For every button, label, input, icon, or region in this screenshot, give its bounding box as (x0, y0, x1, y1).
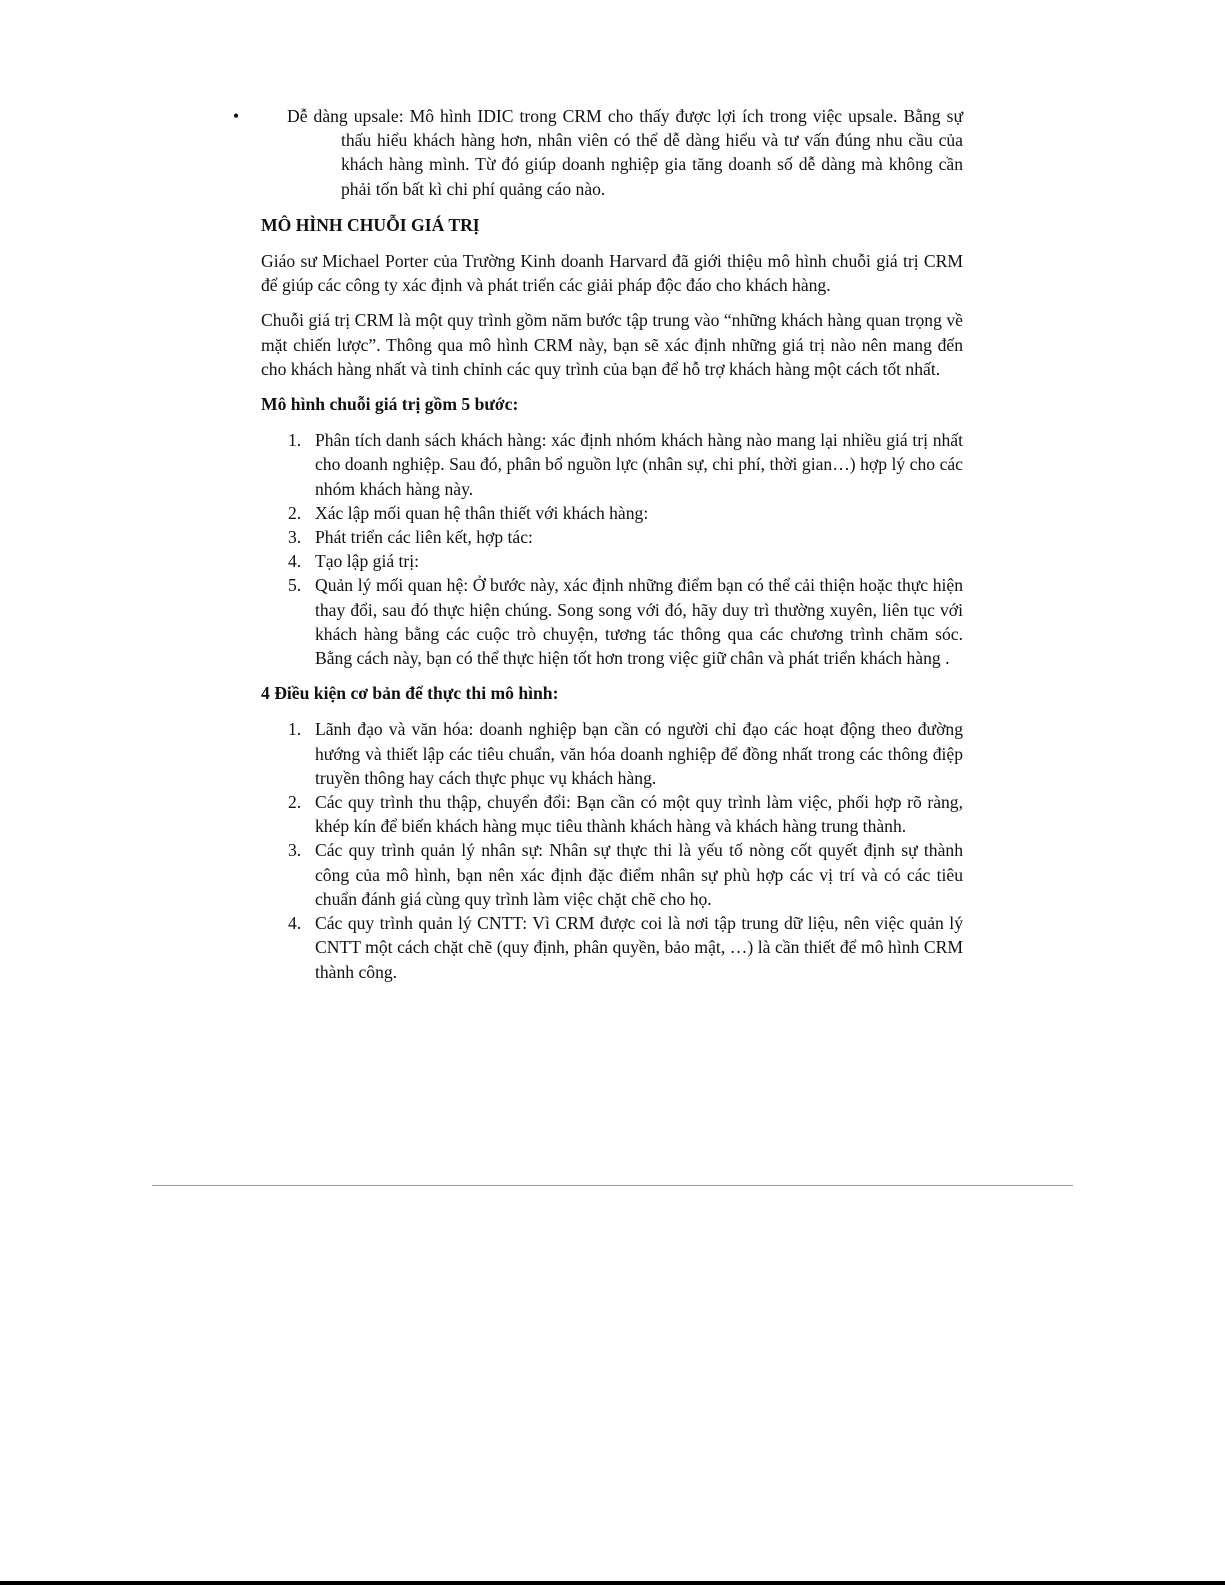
list-item (261, 525, 963, 549)
steps-list (261, 428, 963, 670)
list-item (261, 717, 963, 790)
list-item (261, 838, 963, 911)
document-page (233, 104, 963, 995)
list-item (261, 573, 963, 670)
list-item-text: Xác lập mối quan hệ thân thiết với khách hàng: (315, 502, 649, 523)
list-item-text: Quản lý mối quan hệ: Ở bước này, xác định những điểm bạn có thể cải thiện hoặc thực hiện thay đổi, sau đó thực hiện chúng. Song song với đó, hãy duy trì thường xuyên, liên tục với khách hàng bằng các cuộc trò chuyện, tương tác thông qua các chương trình chăm sóc. Bằng cách này, bạn có thể thực hiện tốt hơn trong việc giữ chân và phát triển khách hàng . (315, 575, 963, 669)
list-item-text: Các quy trình quản lý nhân sự: Nhân sự thực thi là yếu tố nòng cốt quyết định sự thành công của mô hình, bạn nên xác định đặc điểm nhân sự phù hợp các vị trí và có các tiêu chuẩn đánh giá cùng quy trình làm việc chặt chẽ cho họ. (315, 840, 963, 909)
list-number: 1. (288, 430, 302, 451)
conditions-list (261, 717, 963, 983)
list-number: 2. (288, 502, 302, 523)
list-item (261, 549, 963, 573)
list-item-text: Các quy trình quản lý CNTT: Vì CRM được coi là nơi tập trung dữ liệu, nên việc quản lý CNTT một cách chặt chẽ (quy định, phân quyền, bảo mật, …) là cần thiết để mô hình CRM thành công. (315, 913, 963, 982)
list-number: 2. (288, 792, 302, 813)
list-number: 4. (288, 551, 302, 572)
list-item-text: Tạo lập giá trị: (315, 551, 420, 572)
list-number: 1. (288, 719, 302, 740)
list-item-text: Phân tích danh sách khách hàng: xác định nhóm khách hàng nào mang lại nhiều giá trị nhất cho doanh nghiệp. Sau đó, phân bổ nguồn lực (nhân sự, chi phí, thời gian…) hợp lý cho các nhóm khách hàng này. (315, 430, 963, 499)
section-title: MÔ HÌNH CHUỖI GIÁ TRỊ (261, 214, 480, 235)
list-number: 5. (288, 575, 302, 596)
bullet-item-upsale: • Dễ dàng upsale: Mô hình IDIC trong CRM cho thấy được lợi ích trong việc upsale. Bằng sự thấu hiểu khách hàng hơn, nhân viên có thể dễ dàng hiểu và tư vấn đúng nhu cầu của khách hàng mình. Từ đó giúp doanh nghiệp gia tăng doanh số dễ dàng mà không cần phải tốn bất kì chi phí quảng cáo nào. (233, 106, 963, 199)
footer-divider (152, 1185, 1073, 1186)
conditions-heading: 4 Điều kiện cơ bản để thực thi mô hình: (261, 683, 559, 704)
list-item (261, 501, 963, 525)
page-bottom-edge (0, 1581, 1225, 1585)
list-number: 4. (288, 913, 302, 934)
bullet-text: Dễ dàng upsale: Mô hình IDIC trong CRM cho thấy được lợi ích trong việc upsale. Bằng sự thấu hiểu khách hàng hơn, nhân viên có thể dễ dàng hiểu và tư vấn đúng nhu cầu của khách hàng mình. Từ đó giúp doanh nghiệp gia tăng doanh số dễ dàng mà không cần phải tốn bất kì chi phí quảng cáo nào. (287, 106, 963, 199)
list-item-text: Lãnh đạo và văn hóa: doanh nghiệp bạn cần có người chỉ đạo các hoạt động theo đường hướng và thiết lập các tiêu chuẩn, văn hóa doanh nghiệp để đồng nhất trong các thông điệp truyền thông hay cách thực phục vụ khách hàng. (315, 719, 963, 788)
paragraph-description: Chuỗi giá trị CRM là một quy trình gồm năm bước tập trung vào “những khách hàng quan trọng về mặt chiến lược”. Thông qua mô hình CRM này, bạn sẽ xác định những giá trị nào nên mang đến cho khách hàng nhất và tinh chỉnh các quy trình của bạn để hỗ trợ khách hàng một cách tốt nhất. (261, 310, 963, 379)
list-number: 3. (288, 527, 302, 548)
steps-heading: Mô hình chuỗi giá trị gồm 5 bước: (261, 394, 519, 415)
paragraph-intro: Giáo sư Michael Porter của Trường Kinh doanh Harvard đã giới thiệu mô hình chuỗi giá trị CRM để giúp các công ty xác định và phát triển các giải pháp độc đáo cho khách hàng. (261, 251, 963, 296)
list-item (261, 790, 963, 838)
list-item-text: Phát triển các liên kết, hợp tác: (315, 527, 533, 548)
list-item (261, 911, 963, 984)
list-number: 3. (288, 840, 302, 861)
list-item-text: Các quy trình thu thập, chuyển đổi: Bạn cần có một quy trình làm việc, phối hợp rõ ràng, khép kín để biến khách hàng mục tiêu thành khách hàng và khách hàng trung thành. (315, 792, 963, 837)
list-item (261, 428, 963, 501)
